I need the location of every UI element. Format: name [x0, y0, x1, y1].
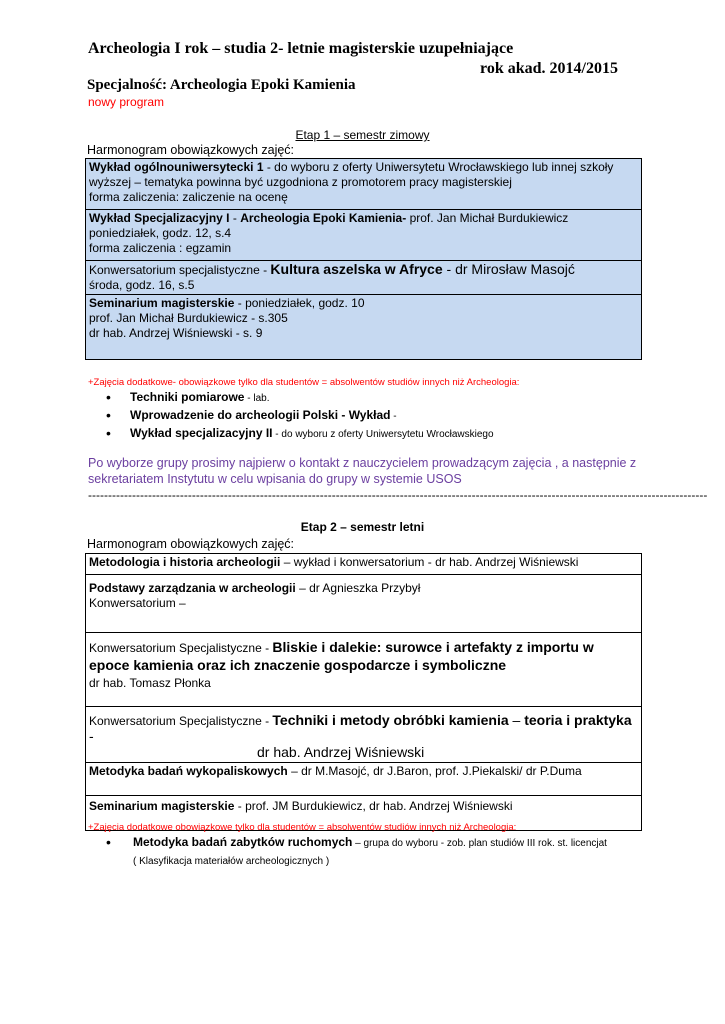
stage2-extra-note: +Zajęcia dodatkowe obowiązkowe tylko dla studentów = absolwentów studiów innych niż Archeologia: — [88, 822, 517, 833]
schedule-cell — [86, 210, 642, 261]
course-time: poniedziałek, godz. 12, s.4 — [89, 226, 232, 240]
stage1-schedule-label: Harmonogram obowiązkowych zajęć: — [87, 143, 295, 157]
specialty-heading: Specjalność: Archeologia Epoki Kamienia — [87, 77, 356, 93]
course-lecturer: – dr Agnieszka Przybył — [295, 581, 421, 595]
course-type: Konwersatorium – — [89, 596, 186, 610]
schedule-cell — [86, 159, 642, 210]
course-title: Metodologia i historia archeologii — [89, 555, 281, 569]
stage2-schedule-label: Harmonogram obowiązkowych zajęć: — [87, 537, 295, 551]
table-row — [86, 159, 642, 210]
extra-course-title: Wykład specjalizacyjny II — [130, 426, 273, 440]
course-title: Techniki i metody obróbki kamienia — [272, 712, 509, 728]
separator-line: ----------------------------------------------------------------------------------------------------------------------------------------------------------- — [88, 488, 708, 502]
course-assessment: forma zaliczenia : egzamin — [89, 241, 232, 255]
schedule-cell — [86, 575, 642, 633]
course-details: - do wyboru z oferty Uniwersytetu Wrocławskiego lub innej szkoły wyższej – tematyka powinna być uzgodniona z promotorem pracy magisterskiej — [89, 160, 614, 189]
course-title: Metodyka badań wykopaliskowych — [89, 764, 288, 778]
schedule-cell — [86, 261, 642, 295]
course-lecturer: - prof. JM Burdukiewicz, dr hab. Andrzej Wiśniewski — [234, 799, 513, 813]
course-type: Konwersatorium Specjalistyczne - — [89, 641, 273, 655]
course-details: – wykład i konwersatorium - dr hab. Andrzej Wiśniewski — [280, 555, 579, 569]
extra-course-details: - — [390, 411, 397, 422]
table-row — [86, 295, 642, 360]
schedule-cell — [86, 707, 642, 763]
course-lecturer: dr hab. Tomasz Płonka — [89, 676, 211, 690]
stage1-extra-list — [88, 389, 494, 443]
table-row — [86, 261, 642, 295]
stage1-extra-note: +Zajęcia dodatkowe- obowiązkowe tylko dla studentów = absolwentów studiów innych niż Archeologia: — [88, 377, 520, 388]
course-title-part2: teoria i praktyka — [524, 712, 632, 728]
contact-note: Po wyborze grupy prosimy najpierw o kontakt z nauczycielem prowadzącym zajęcia , a następnie z sekretariatem Instytutu w celu wpisania do grupy w systemie USOS — [88, 456, 637, 486]
extra-course-details: – grupa do wyboru - zob. plan studiów III rok. st. licencjat — [352, 838, 607, 849]
stage2-schedule-table — [85, 553, 642, 831]
stage2-heading: Etap 2 – semestr letni — [300, 520, 425, 534]
course-time: - poniedziałek, godz. 10 — [234, 296, 365, 310]
course-assessment: forma zaliczenia: zaliczenie na ocenę — [89, 190, 288, 204]
course-dash: - — [229, 211, 241, 225]
course-lecturer: dr hab. Andrzej Wiśniewski - s. 9 — [89, 326, 263, 340]
course-lecturer: - dr Mirosław Masojć — [442, 261, 575, 277]
extra-course-title: Techniki pomiarowe — [130, 390, 245, 404]
extra-course-details: - do wyboru z oferty Uniwersytetu Wrocławskiego — [272, 429, 494, 440]
extra-course-title: Metodyka badań zabytków ruchomych — [133, 835, 353, 849]
extra-course-title: Wprowadzenie do archeologii Polski - Wykład — [130, 408, 391, 422]
table-row — [86, 554, 642, 575]
course-type: Konwersatorium specjalistyczne - — [89, 263, 271, 277]
course-title: Wykład ogólnouniwersytecki 1 — [89, 160, 264, 174]
course-dash: – — [508, 712, 525, 728]
table-row — [86, 210, 642, 261]
schedule-cell — [86, 295, 642, 360]
stage1-schedule-table — [85, 158, 642, 360]
document-title: Archeologia I rok – studia 2- letnie magisterskie uzupełniające — [88, 40, 514, 57]
schedule-cell — [86, 633, 642, 707]
table-row — [86, 707, 642, 763]
table-row — [86, 763, 642, 796]
course-title: Seminarium magisterskie — [89, 799, 235, 813]
course-lecturer: dr hab. Andrzej Wiśniewski — [257, 744, 425, 760]
extra-course-details: - lab. — [244, 393, 270, 404]
course-title: Wykład Specjalizacyjny I — [89, 211, 230, 225]
stage2-extra-list — [88, 834, 607, 870]
course-title: Kultura aszelska w Afryce — [270, 261, 443, 277]
table-row — [86, 633, 642, 707]
course-time: środa, godz. 16, s.5 — [89, 278, 195, 292]
course-dash: - — [89, 728, 94, 744]
course-lecturer: – dr M.Masojć, dr J.Baron, prof. J.Piekalski/ dr P.Duma — [287, 764, 582, 778]
program-note: nowy program — [88, 95, 165, 109]
extra-course-details-line2: ( Klasyfikacja materiałów archeologicznych ) — [133, 856, 330, 867]
schedule-cell — [86, 554, 642, 575]
table-row — [86, 575, 642, 633]
list-item — [88, 389, 494, 407]
stage1-heading: Etap 1 – semestr zimowy — [295, 128, 430, 142]
course-subtitle: Archeologia Epoki Kamienia- — [240, 211, 407, 225]
list-item — [88, 425, 494, 443]
course-title: Podstawy zarządzania w archeologii — [89, 581, 296, 595]
list-item — [88, 407, 494, 425]
list-item — [88, 834, 607, 870]
course-title: Seminarium magisterskie — [89, 296, 235, 310]
schedule-cell — [86, 763, 642, 796]
course-type: Konwersatorium Specjalistyczne - — [89, 714, 273, 728]
course-lecturer: prof. Jan Michał Burdukiewicz - s.305 — [89, 311, 288, 325]
academic-year: rok akad. 2014/2015 — [480, 60, 618, 77]
course-lecturer: prof. Jan Michał Burdukiewicz — [406, 211, 569, 225]
course-title: Bliskie i dalekie: surowce i artefakty z importu w epoce kamienia oraz ich znaczenie gospodarcze i symboliczne — [89, 639, 594, 673]
